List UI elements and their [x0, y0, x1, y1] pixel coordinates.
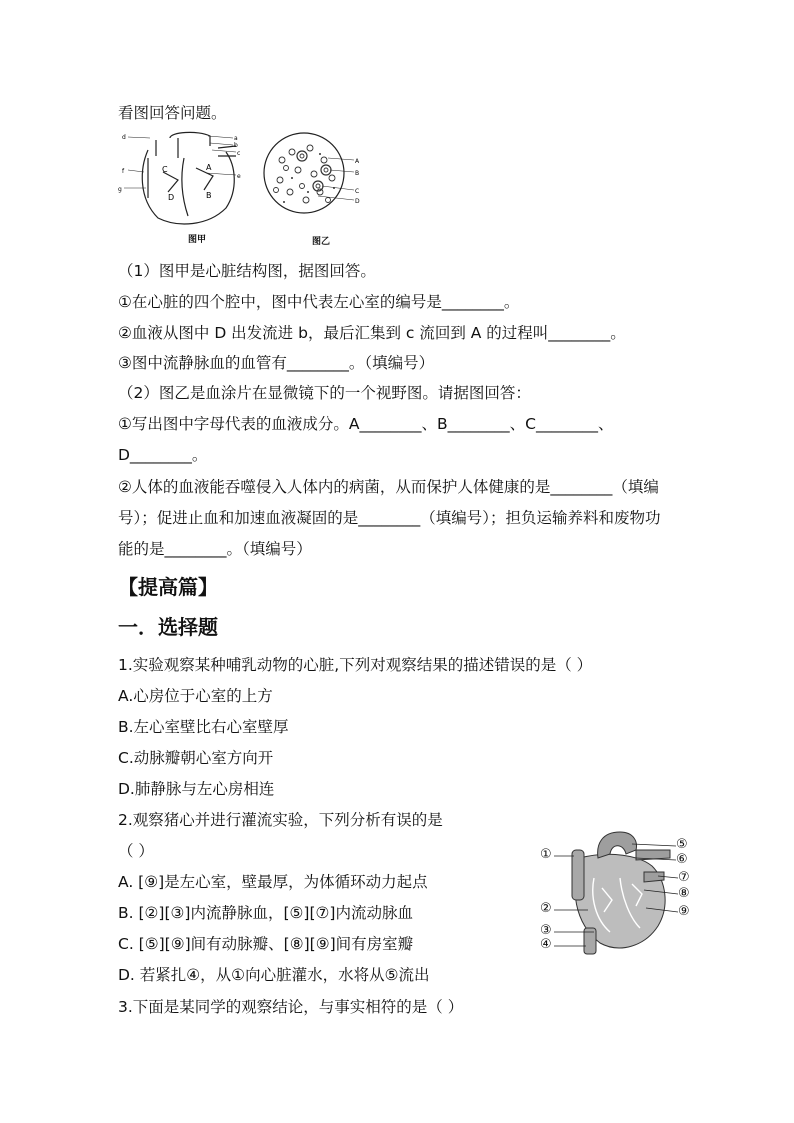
q1-item2: ②血液从图中 D 出发流进 b，最后汇集到 c 流回到 A 的过程叫________。: [118, 324, 626, 342]
question-1-option-d: D.肺静脉与左心房相连: [118, 780, 275, 798]
heart-label-4: ④: [540, 937, 552, 952]
figure-jia-label: e: [237, 173, 241, 180]
question-2-option-d: D. 若紧扎④，从①向心脏灌水，水将从⑤流出: [118, 966, 430, 984]
intro-text: 看图回答问题。: [118, 104, 227, 122]
heart-label-7: ⑦: [678, 870, 690, 885]
q2-item1-line1: ①写出图中字母代表的血液成分。A________、B________、C________、: [118, 415, 614, 433]
question-2-option-a: A. [⑨]是左心室，壁最厚，为体循环动力起点: [118, 873, 428, 891]
heart-label-3: ③: [540, 923, 552, 938]
figure-jia-label: C: [162, 165, 168, 174]
figure-jia-label: c: [237, 150, 241, 157]
heart-label-9: ⑨: [678, 904, 690, 919]
question-1-stem: 1.实验观察某种哺乳动物的心脏,下列对观察结果的描述错误的是（ ）: [118, 656, 593, 674]
question-3-stem: 3.下面是某同学的观察结论，与事实相符的是（ ）: [118, 998, 464, 1016]
heart-diagram-numbered: [540, 828, 700, 958]
figure-jia-label: f: [122, 168, 125, 175]
section-title: 【提高篇】: [118, 575, 218, 599]
figure-jia-label: D: [168, 193, 175, 202]
heart-label-8: ⑧: [678, 886, 690, 901]
q2-item2-line1: ②人体的血液能吞噬侵入人体内的病菌，从而保护人体健康的是________（填编: [118, 478, 659, 496]
question-2-option-b: B. [②][③]内流静脉血，[⑤][⑦]内流动脉血: [118, 904, 413, 922]
question-1-option-b: B.左心室壁比右心室壁厚: [118, 718, 289, 736]
figure-yi-label: D: [355, 198, 360, 205]
q2-item2-line2: 号）；促进止血和加速血液凝固的是________（填编号）；担负运输养料和废物功: [118, 509, 661, 527]
figure-jia-label: B: [206, 191, 212, 200]
question-1-option-a: A.心房位于心室的上方: [118, 687, 273, 705]
figure-yi-label: A: [355, 158, 360, 165]
q2-item2-line3: 能的是________。（填编号）: [118, 540, 312, 558]
q2-item1-line2: D________。: [118, 446, 208, 464]
figure-jia-label: g: [118, 186, 122, 193]
figure-jia-caption: 图甲: [188, 235, 207, 245]
figure-yi-label: B: [355, 170, 360, 177]
q1-item1: ①在心脏的四个腔中，图中代表左心室的编号是________。: [118, 293, 520, 311]
q1-title: （1）图甲是心脏结构图，据图回答。: [118, 262, 376, 280]
heart-label-6: ⑥: [676, 852, 688, 867]
question-2-stem: 2.观察猪心并进行灌流实验，下列分析有误的是: [118, 811, 443, 829]
q1-item3: ③图中流静脉血的血管有________。（填编号）: [118, 354, 435, 372]
blood-smear-figure-yi: [262, 130, 362, 247]
figure-jia-label: a: [234, 135, 238, 142]
q2-title: （2）图乙是血涂片在显微镜下的一个视野图。请据图回答：: [118, 384, 531, 402]
question-1-option-c: C.动脉瓣朝心室方向开: [118, 749, 274, 767]
figure-jia-label: b: [234, 142, 238, 149]
heart-label-5: ⑤: [676, 837, 688, 852]
question-2-option-c: C. [⑤][⑨]间有动脉瓣、[⑧][⑨]间有房室瓣: [118, 935, 414, 953]
heart-figure-jia: [118, 128, 253, 245]
heart-label-1: ①: [540, 847, 552, 862]
figure-yi-caption: 图乙: [312, 237, 331, 247]
question-2-stem-cont: （ ）: [118, 842, 154, 860]
figure-yi-label: C: [355, 188, 360, 195]
figure-jia-label: A: [206, 163, 212, 172]
heart-label-2: ②: [540, 901, 552, 916]
figure-jia-label: d: [122, 134, 126, 141]
subsection-title: 一．选择题: [118, 615, 218, 639]
